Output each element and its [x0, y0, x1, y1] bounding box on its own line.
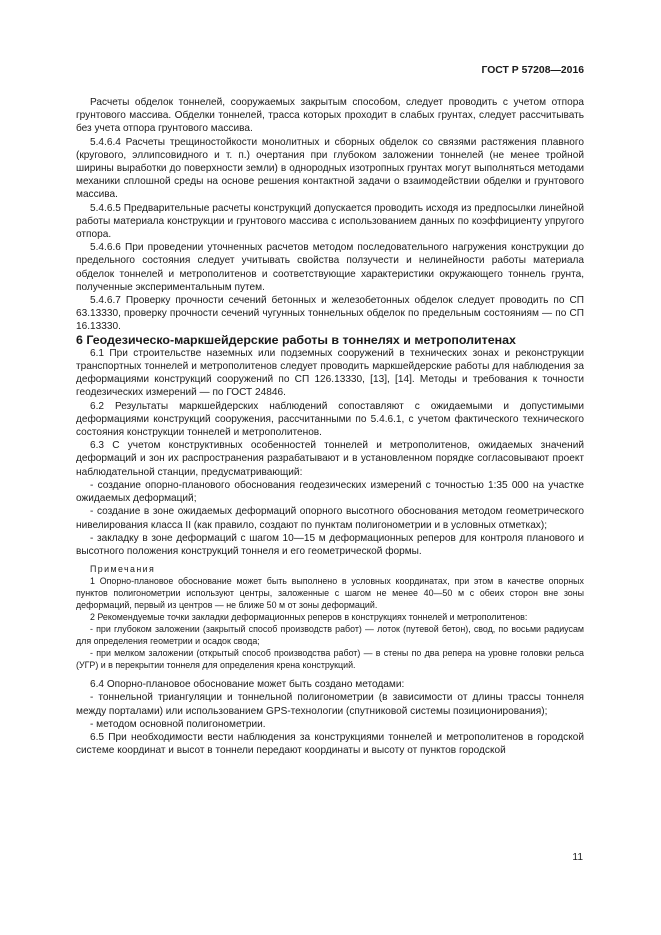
paragraph: 5.4.6.7 Проверку прочности сечений бетонных и железобетонных обделок следует проводить по СП 63.13330, проверку прочности сечений чугунных тоннельных обделок по предельным состояниям — по СП 16.13330. [76, 295, 584, 333]
paragraph: 5.4.6.6 При проведении уточненных расчетов методом последовательного нагружения конструкции до предельного состояния следует учитывать свойства ползучести и нелинейности работы материала обделок тоннелей и метрополитенов и соответствующие характеристики окружающего тоннель грунта, полученные экспериментальным путем. [76, 242, 584, 293]
notes-block [76, 563, 584, 671]
document-code-header: ГОСТ Р 57208—2016 [481, 65, 584, 76]
notes-title: Примечания [90, 564, 156, 575]
note-item: - при мелком заложении (открытый способ производства работ) — в стены по два репера на уровне головки рельса (УГР) и в перекрытии тоннеля для определения крена конструкций. [76, 648, 584, 671]
paragraph: Расчеты обделок тоннелей, сооружаемых закрытым способом, следует проводить с учетом отпора грунтового массива. Обделки тоннелей, трасса которых проходит в слабых грунтах, следует рассчитывать без учета отпора грунтового массива. [76, 97, 584, 135]
paragraph: 6.5 При необходимости вести наблюдения за конструкциями тоннелей и метрополитенов в городской системе координат и высот в тоннели передают координаты и высоту от пунктов городской [76, 731, 584, 757]
list-item: - создание опорно-планового обоснования геодезических измерений с точностью 1:35 000 на участке ожидаемых деформаций; [76, 479, 584, 505]
page-number: 11 [572, 852, 583, 863]
paragraph: 6.2 Результаты маркшейдерских наблюдений сопоставляют с ожидаемыми и допустимыми деформациями конструкций сооружения, рассчитанными по 5.4.6.1, с учетом фактического технического состояния конструкции тоннелей и метрополитенов. [76, 400, 584, 439]
paragraph: 6.4 Опорно-плановое обоснование может быть создано методами: [90, 679, 405, 691]
page-body [76, 96, 584, 757]
note-item: 2 Рекомендуемые точки закладки деформационных реперов в конструкциях тоннелей и метрополитенов: [90, 612, 528, 623]
list-item: - создание в зоне ожидаемых деформаций опорного высотного обоснования методом геометрического нивелирования класса II (как правило, создают по пунктам полигонометрии и в условных отметках); [76, 506, 584, 531]
section-title: 6 Геодезическо-маркшейдерские работы в тоннелях и метрополитенах [76, 332, 516, 347]
paragraph: 6.3 С учетом конструктивных особенностей тоннелей и метрополитенов, ожидаемых значений деформаций и зон их распространения разрабатывают и в установленном порядке согласовывают проект наблюдательной станции, предусматривающий: [76, 440, 584, 478]
note-item: - при глубоком заложении (закрытый способ производств работ) — лоток (путевой бетон), свод, по восьми радиусам для определения геометрии и осадок свода; [76, 624, 584, 647]
paragraph: 5.4.6.4 Расчеты трещиностойкости монолитных и сборных обделок со связями растяжения плавного (кругового, эллипсовидного и т. п.) очертания при глубоком заложении тоннелей (не менее тройной ширины выработки до поверхности земли) в однородных изотропных грунтах могут выполняться методами механики сплошной среды на основе решения контактной задачи о взаимодействии обделки и грунтового массива. [76, 136, 584, 201]
note-item: 1 Опорно-плановое обоснование может быть выполнено в условных координатах, при этом в качестве опорных пунктов полигонометрии используют центры, заложенные с шагом не менее 40—50 м с обеих сторон вне зоны деформаций, первый из центров — не ближе 50 м от зоны деформаций. [76, 576, 584, 611]
list-item: - закладку в зоне деформаций с шагом 10—15 м деформационных реперов для контроля планового и высотного положения конструкций тоннеля и его геометрической формы. [76, 532, 584, 557]
paragraph: 5.4.6.5 Предварительные расчеты конструкций допускается проводить исходя из предпосылки линейной работы материала конструкции и грунтового массива с использованием данных по коэффициенту упругого отпора. [76, 202, 584, 241]
paragraph: 6.1 При строительстве наземных или подземных сооружений в технических зонах и реконструкции транспортных тоннелей и метрополитенов следует проводить маркшейдерские работы для наблюдения за деформациями конструкций сооружений по СП 126.13330, [13], [14]. Методы и требования к точности геодезических измерений — по ГОСТ 24846. [76, 347, 584, 399]
list-item: - тоннельной триангуляции и тоннельной полигонометрии (в зависимости от длины трассы тоннеля между порталами) или использованием GPS-технологии (спутниковой системы позиционирования); [76, 692, 584, 717]
list-item: - методом основной полигонометрии. [90, 718, 266, 730]
